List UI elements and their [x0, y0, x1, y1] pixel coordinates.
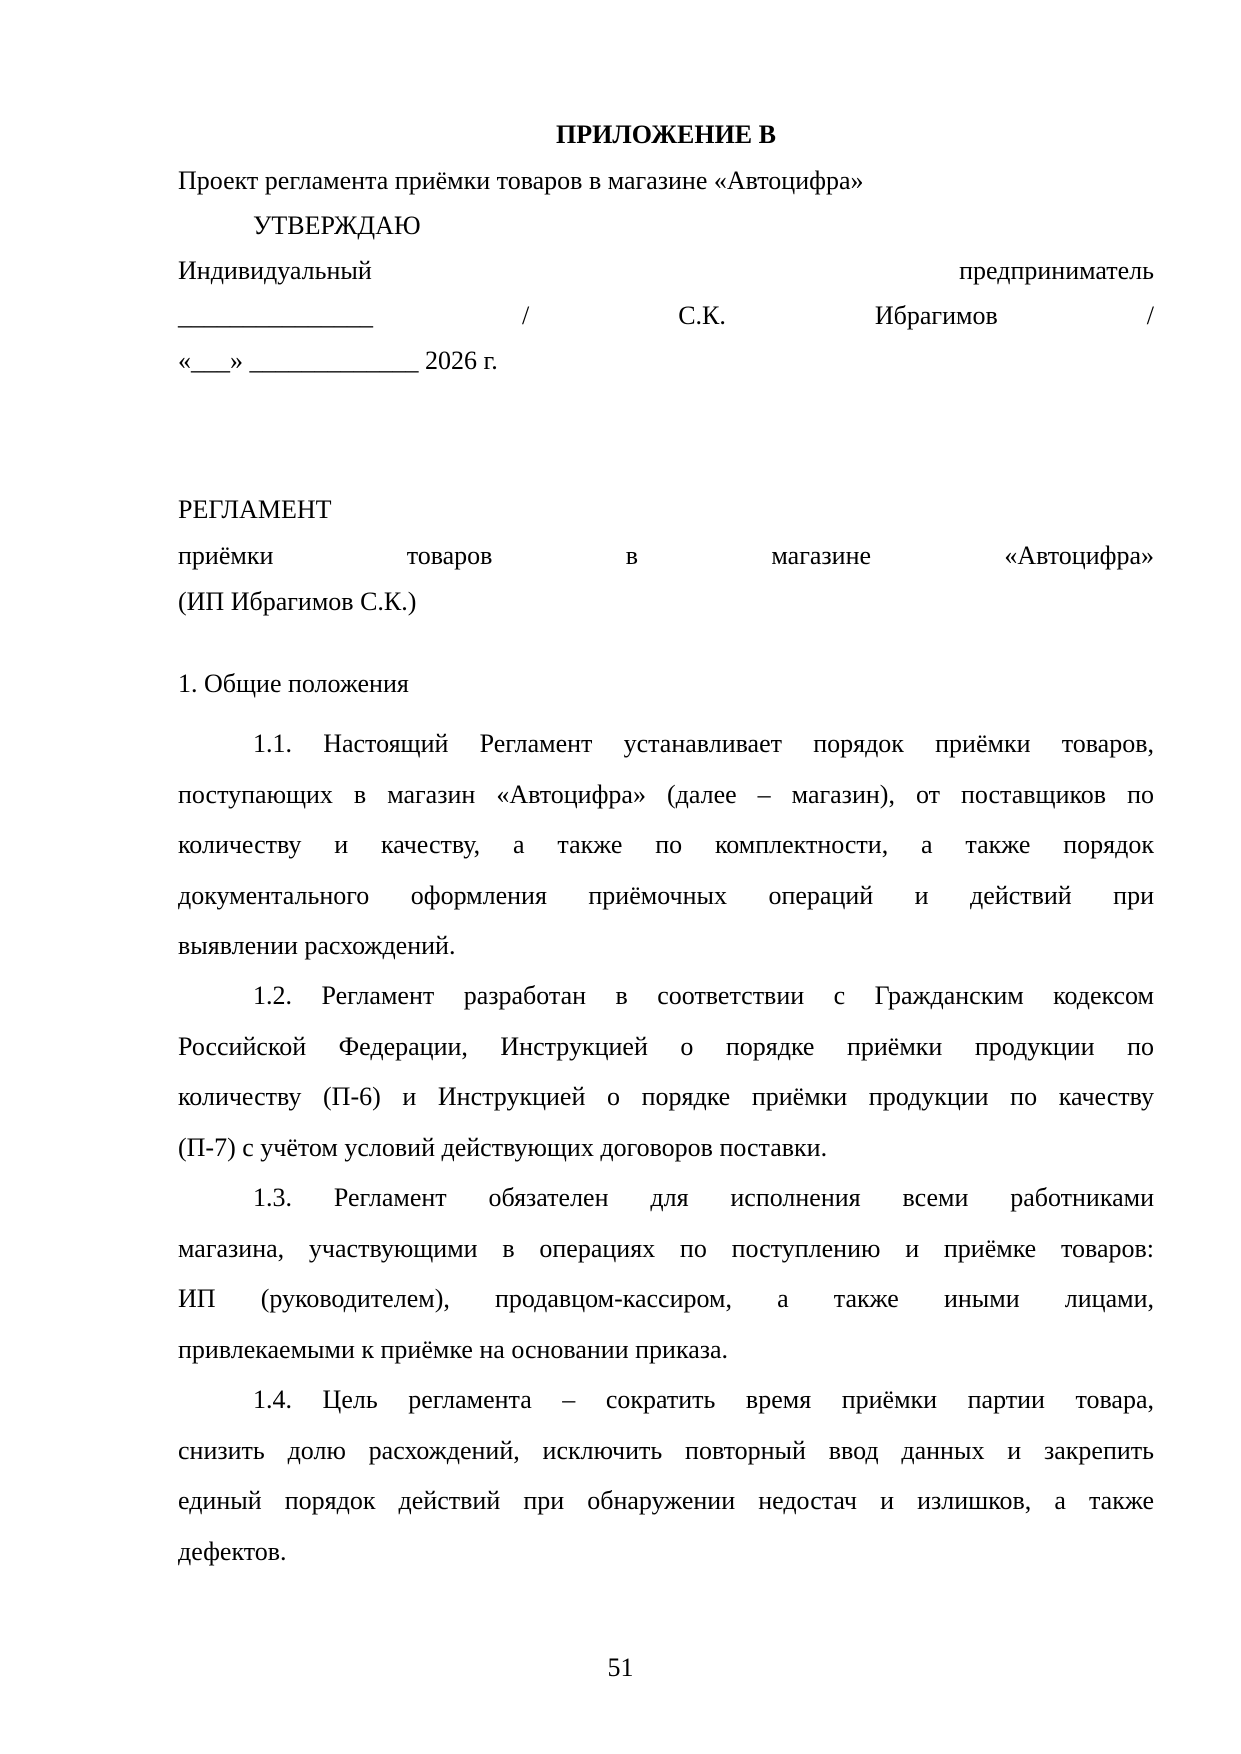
title-word: товаров: [406, 541, 493, 570]
paragraph-line: Российской Федерации, Инструкцией о порядке приёмки продукции по: [178, 1031, 1154, 1061]
title-word: приёмки: [178, 541, 274, 570]
section-heading: 1. Общие положения: [178, 669, 409, 698]
paragraph-line: количеству и качеству, а также по комплектности, а также порядок: [178, 830, 1154, 859]
title-word: в: [625, 541, 639, 570]
title-word: «Автоцифра»: [1004, 541, 1154, 570]
document-title: РЕГЛАМЕНТ: [178, 495, 332, 524]
paragraph-line: 1.2. Регламент разработан в соответствии с Гражданским кодексом: [253, 981, 1154, 1010]
paragraph-line: выявлении расхождений.: [178, 931, 456, 960]
paragraph-line: привлекаемыми к приёмке на основании приказа.: [178, 1334, 729, 1364]
paragraph-1-3: [178, 1173, 1154, 1375]
position-word: предприниматель: [959, 256, 1154, 285]
paragraph-line: магазина, участвующими в операциях по поступлению и приёмке товаров:: [178, 1233, 1154, 1263]
position-word: Индивидуальный: [178, 256, 372, 285]
paragraph-line: (П-7) с учётом условий действующих договоров поставки.: [178, 1132, 828, 1162]
paragraph-line: единый порядок действий при обнаружении недостач и излишков, а также: [178, 1486, 1154, 1515]
approval-position-line: [178, 256, 1154, 286]
signer-initials: С.К.: [678, 301, 726, 330]
paragraph-line: поступающих в магазин «Автоцифра» (далее – магазин), от поставщиков по: [178, 779, 1154, 809]
document-title-line: [178, 541, 1154, 571]
paragraph-line: дефектов.: [178, 1536, 287, 1566]
signature-slash: /: [521, 301, 530, 330]
paragraph-1-4: [178, 1375, 1154, 1577]
title-word: магазине: [771, 541, 872, 570]
page-number: 51: [607, 1653, 634, 1682]
paragraph-line: снизить долю расхождений, исключить повторный ввод данных и закрепить: [178, 1435, 1154, 1465]
appendix-subtitle: Проект регламента приёмки товаров в магазине «Автоцифра»: [178, 166, 864, 195]
paragraph-line: 1.3. Регламент обязателен для исполнения всеми работниками: [253, 1183, 1154, 1212]
appendix-title: ПРИЛОЖЕНИЕ В: [556, 120, 776, 149]
signer-surname: Ибрагимов: [874, 301, 998, 330]
signature-blank: _______________: [178, 301, 373, 330]
approval-word: УТВЕРЖДАЮ: [253, 211, 421, 240]
paragraph-line: 1.1. Настоящий Регламент устанавливает порядок приёмки товаров,: [253, 729, 1154, 758]
paragraph-line: документального оформления приёмочных операций и действий при: [178, 880, 1154, 910]
paragraph-1-1: [178, 719, 1154, 972]
approval-signature-line: [178, 301, 1154, 331]
signature-slash: /: [1146, 301, 1154, 330]
paragraph-line: 1.4. Цель регламента – сократить время приёмки партии товара,: [253, 1385, 1154, 1414]
paragraph-line: ИП (руководителем), продавцом-кассиром, а также иными лицами,: [178, 1284, 1154, 1313]
paragraph-1-2: [178, 971, 1154, 1173]
approval-date-line: «___» _____________ 2026 г.: [178, 346, 498, 375]
paragraph-line: количеству (П-6) и Инструкцией о порядке приёмки продукции по качеству: [178, 1082, 1154, 1111]
document-owner: (ИП Ибрагимов С.К.): [178, 587, 417, 616]
